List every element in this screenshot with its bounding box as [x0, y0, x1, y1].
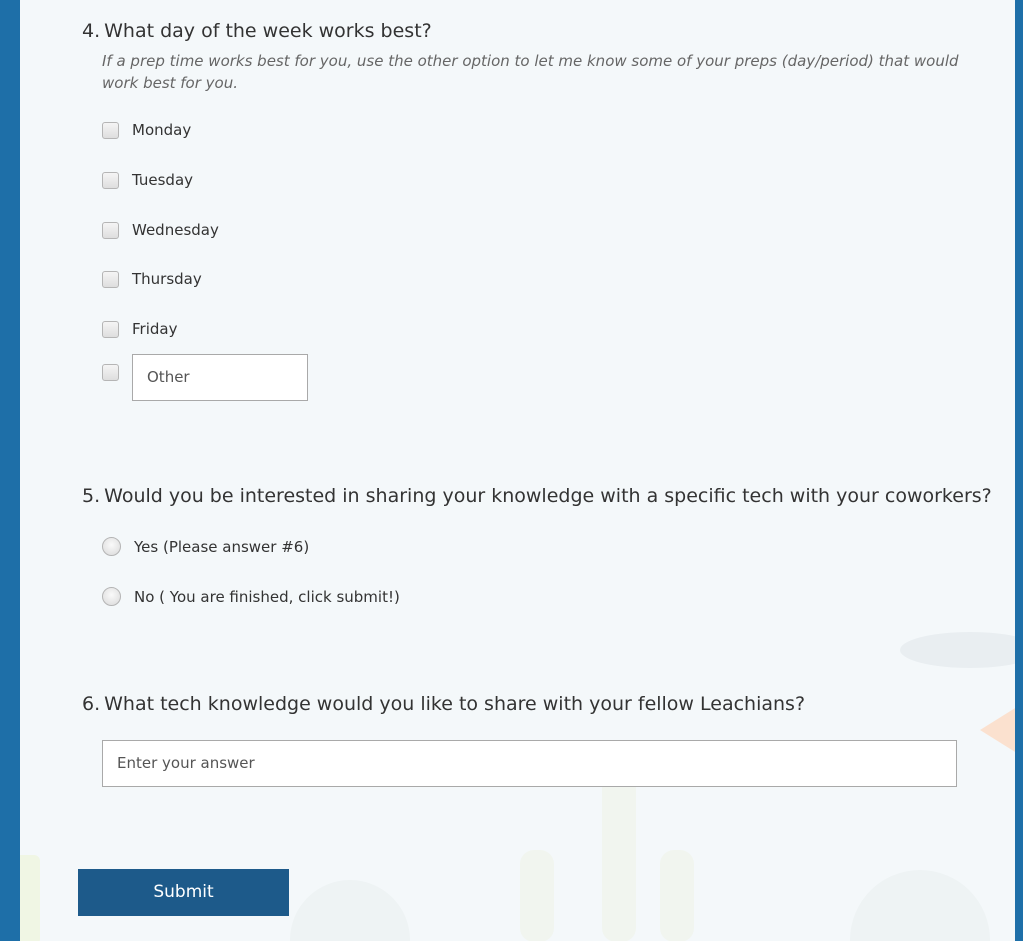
option-monday[interactable]: [102, 121, 191, 139]
option-label: Thursday: [132, 270, 202, 288]
option-yes[interactable]: [102, 537, 309, 556]
other-input[interactable]: Other: [132, 354, 308, 401]
background-decoration: [20, 0, 1015, 941]
question-4-title: [82, 20, 432, 42]
option-label: No ( You are finished, click submit!): [134, 587, 400, 606]
radio-yes[interactable]: [102, 537, 121, 556]
radio-no[interactable]: [102, 587, 121, 606]
checkbox-other[interactable]: [102, 364, 119, 381]
option-label: Yes (Please answer #6): [134, 537, 310, 556]
option-label: Tuesday: [132, 171, 194, 189]
option-label: Monday: [132, 121, 192, 139]
checkbox-tuesday[interactable]: [102, 172, 119, 189]
question-5-number: 5.: [82, 485, 101, 507]
question-6-text: What tech knowledge would you like to share with your fellow Leachians?: [104, 693, 806, 715]
question-4-subtitle: If a prep time works best for you, use the other option to let me know some of your preps (day/period) that would work best for you.: [102, 52, 959, 92]
submit-button[interactable]: Submit: [78, 869, 289, 916]
answer-input[interactable]: Enter your answer: [102, 740, 957, 787]
checkbox-wednesday[interactable]: [102, 222, 119, 239]
question-6-title: [82, 693, 805, 715]
form-panel: [20, 0, 1015, 941]
option-wednesday[interactable]: [102, 221, 219, 239]
option-friday[interactable]: [102, 320, 177, 338]
checkbox-thursday[interactable]: [102, 271, 119, 288]
question-5-title: [82, 485, 992, 507]
option-thursday[interactable]: [102, 270, 202, 288]
option-no[interactable]: [102, 587, 400, 606]
option-tuesday[interactable]: [102, 171, 193, 189]
option-label: Friday: [132, 320, 178, 338]
option-label: Wednesday: [132, 221, 219, 239]
option-other[interactable]: [102, 364, 119, 381]
question-6-number: 6.: [82, 693, 101, 715]
checkbox-monday[interactable]: [102, 122, 119, 139]
question-5-text: Would you be interested in sharing your knowledge with a specific tech with your coworkers?: [104, 485, 992, 507]
checkbox-friday[interactable]: [102, 321, 119, 338]
question-4-text: What day of the week works best?: [104, 20, 432, 42]
question-4-number: 4.: [82, 20, 101, 42]
